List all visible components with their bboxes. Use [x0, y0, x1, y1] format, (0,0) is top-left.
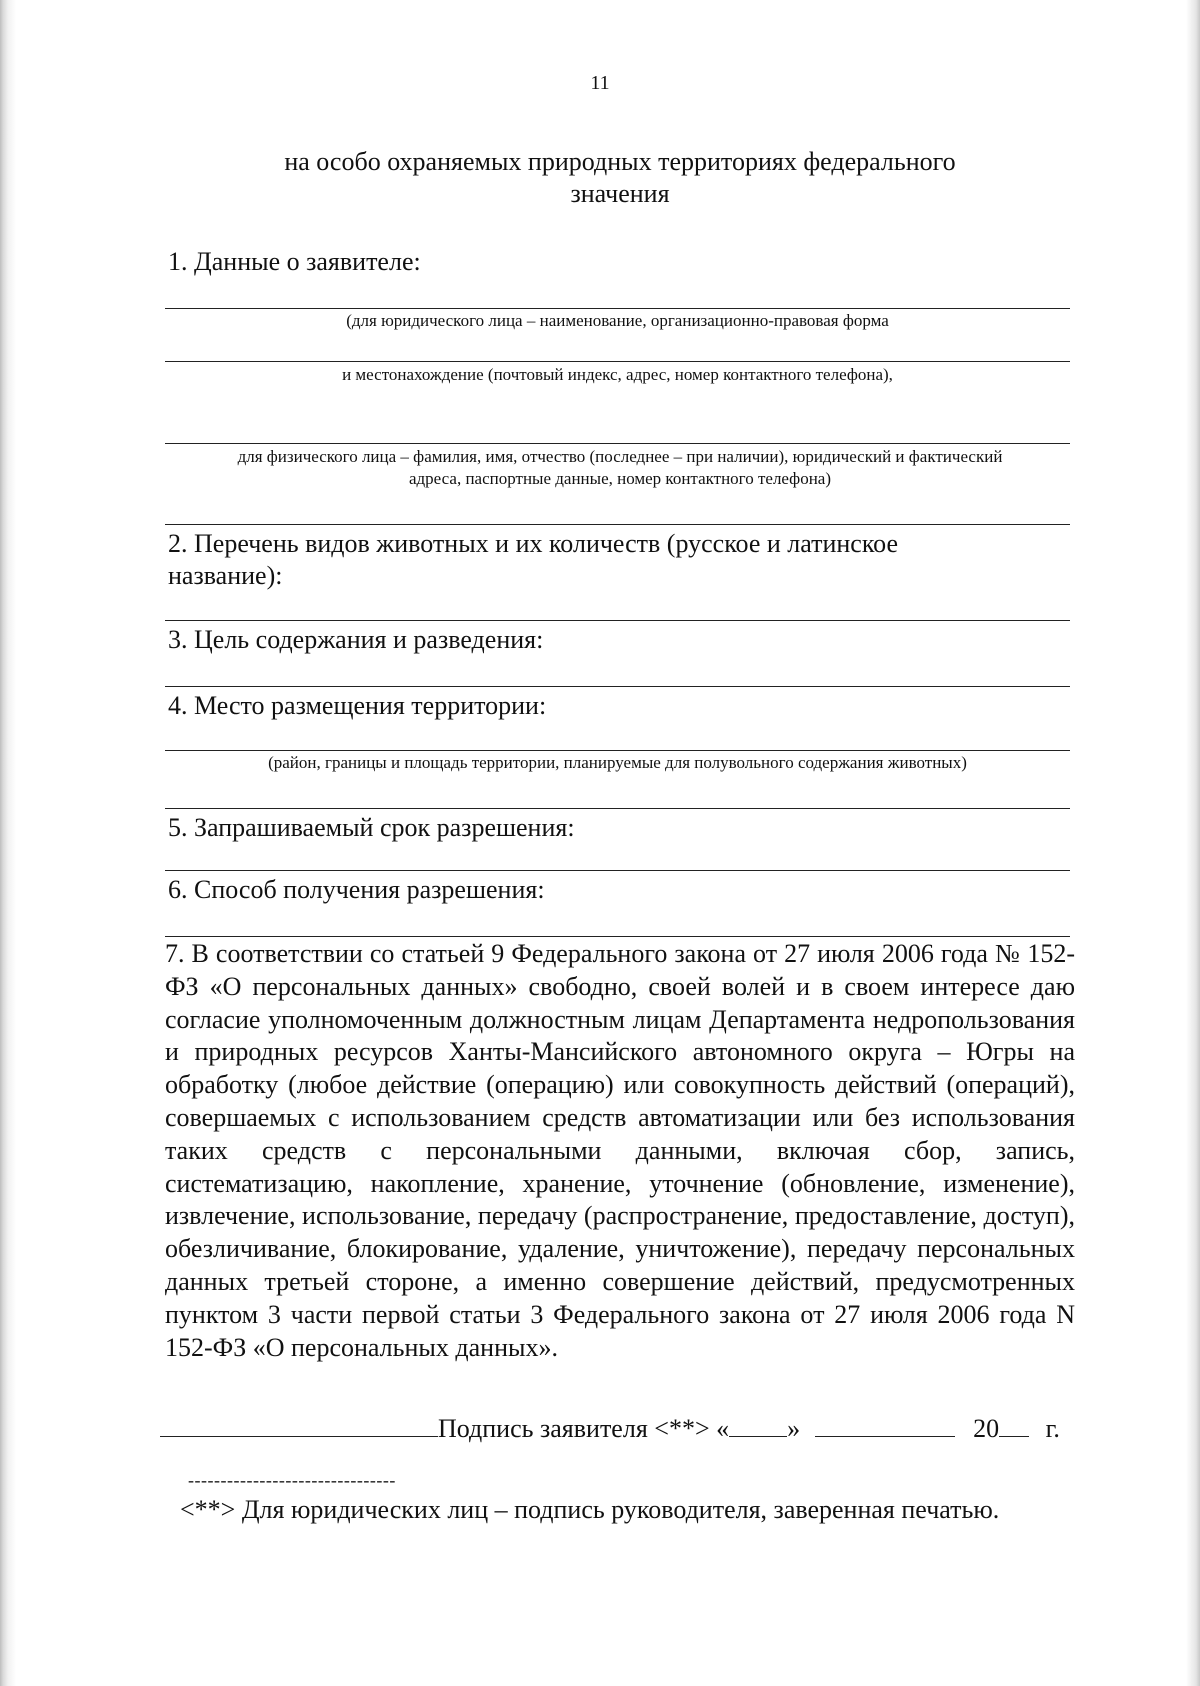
footnote-separator: -------------------------------- [188, 1470, 396, 1490]
applicant-field-line-1[interactable] [165, 308, 1070, 309]
year-prefix: 20 [973, 1414, 1000, 1443]
consent-paragraph: 7. В соответствии со статьей 9 Федерального закона от 27 июля 2006 года № 152-ФЗ «О персональных данных» свободно, своей волей и в своем интересе даю согласие уполномоченным должностным лицам Департамента недропользования и природных ресурсов Ханты-Мансийского автономного округа – Югры на обработку (любое действие (операцию) или совокупность действий (операций), совершаемых с использованием средств автоматизации или без использования таких средств с персональными данными, включая сбор, запись, систематизацию, накопление, хранение, уточнение (обновление, изменение), извлечение, использование, передачу (распространение, предоставление, доступ), обезличивание, блокирование, удаление, уничтожение), передачу персональных данных третьей стороне, а именно совершение действий, предусмотренных пунктом 3 части первой статьи 3 Федерального закона от 27 июля 2006 года N 152-ФЗ «О персональных данных». [165, 939, 1075, 1362]
species-field-line[interactable] [165, 620, 1070, 621]
applicant-field-line-3[interactable] [165, 443, 1070, 444]
scan-edge-right [1186, 0, 1200, 1686]
page-number: 11 [590, 72, 610, 94]
applicant-field-line-4[interactable] [165, 524, 1070, 525]
section-1-heading: 1. Данные о заявителе: [168, 247, 421, 276]
section-2-heading-line-2: название): [168, 561, 283, 590]
signature-blank[interactable] [160, 1412, 438, 1437]
applicant-caption-1: (для юридического лица – наименование, организационно-правовая форма [346, 311, 889, 330]
term-field-line[interactable] [165, 870, 1070, 871]
location-caption: (район, границы и площадь территории, планируемые для полувольного содержания животных) [268, 753, 967, 772]
section-2-heading [168, 528, 898, 592]
applicant-field-line-2[interactable] [165, 361, 1070, 362]
section-4-heading: 4. Место размещения территории: [168, 691, 547, 720]
title-line-2: значения [570, 179, 670, 208]
section-3-heading: 3. Цель содержания и разведения: [168, 625, 544, 654]
day-blank[interactable] [729, 1412, 787, 1437]
applicant-caption-3-line-1: для физического лица – фамилия, имя, отчество (последнее – при наличии), юридический и фактический [237, 447, 1003, 466]
footnote-text: <**> Для юридических лиц – подпись руководителя, заверенная печатью. [180, 1495, 1000, 1524]
day-open-quote: « [716, 1414, 730, 1443]
year-suffix: г. [1045, 1414, 1060, 1443]
month-blank[interactable] [815, 1412, 955, 1437]
applicant-caption-3-line-2: адреса, паспортные данные, номер контактного телефона) [408, 469, 832, 488]
section-5-heading: 5. Запрашиваемый срок разрешения: [168, 813, 575, 842]
signature-label: Подпись заявителя <**> [438, 1414, 710, 1443]
location-field-line-2[interactable] [165, 808, 1070, 809]
page-title [200, 146, 1040, 210]
applicant-caption-2: и местонахождение (почтовый индекс, адрес, номер контактного телефона), [342, 365, 893, 384]
signature-row [160, 1412, 1080, 1445]
title-line-1: на особо охраняемых природных территориях федерального [284, 147, 956, 176]
method-field-line[interactable] [165, 936, 1070, 937]
scan-edge-left [0, 0, 16, 1686]
year-blank[interactable] [999, 1412, 1029, 1437]
section-2-heading-line-1: 2. Перечень видов животных и их количеств (русское и латинское [168, 529, 899, 558]
purpose-field-line[interactable] [165, 686, 1070, 687]
location-field-line-1[interactable] [165, 750, 1070, 751]
day-close-quote: » [787, 1414, 801, 1443]
applicant-caption-3 [165, 446, 1075, 490]
section-6-heading: 6. Способ получения разрешения: [168, 875, 545, 904]
